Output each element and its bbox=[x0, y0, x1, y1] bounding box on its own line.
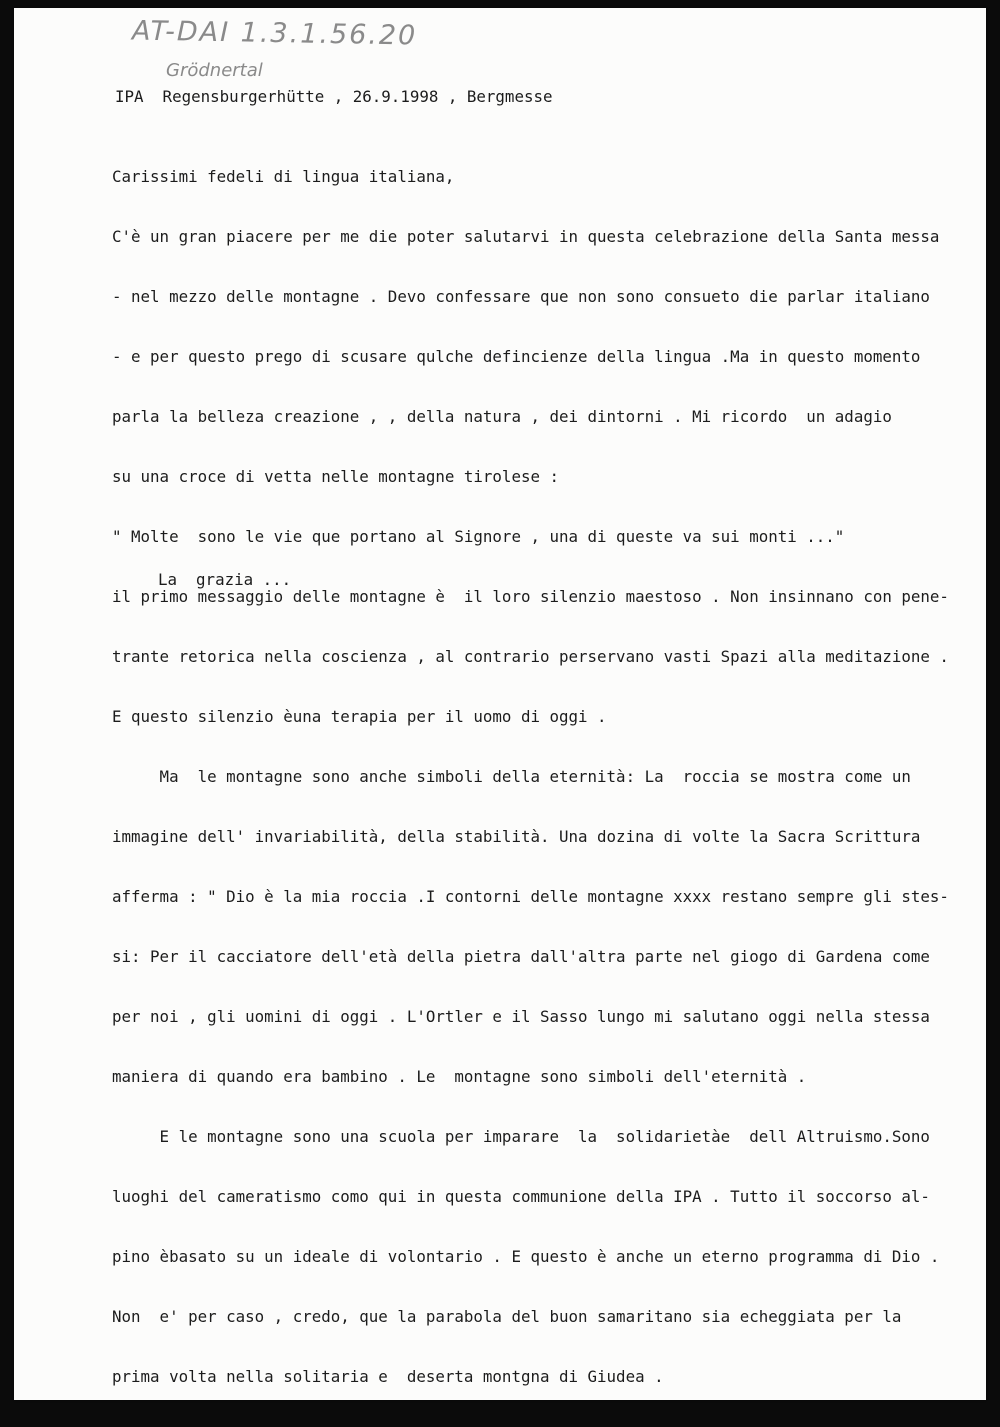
body-line: prima volta nella solitaria e deserta montgna di Giudea . bbox=[112, 1367, 664, 1386]
body-line: immagine dell' invariabilità, della stabilità. Una dozina di volte la Sacra Scrittura bbox=[112, 827, 921, 846]
body-line: pino èbasato su un ideale di volontario . E questo è anche un eterno programma di Dio . bbox=[112, 1247, 940, 1266]
body-line: il primo messaggio delle montagne è il loro silenzio maestoso . Non insinnano con pene- bbox=[112, 587, 949, 606]
body-line: Ma le montagne sono anche simboli della eternità: La roccia se mostra come un bbox=[112, 767, 911, 786]
body-line: luoghi del cameratismo como qui in questa communione della IPA . Tutto il soccorso al- bbox=[112, 1187, 930, 1206]
body-line: parla la belleza creazione , , della natura , dei dintorni . Mi ricordo un adagio bbox=[112, 407, 892, 426]
body-line: per noi , gli uomini di oggi . L'Ortler e il Sasso lungo mi salutano oggi nella stessa bbox=[112, 1007, 930, 1026]
letter-body bbox=[112, 127, 949, 1427]
handwritten-annotation: Grödnertal bbox=[166, 60, 263, 81]
archive-reference-handwritten: AT-DAI 1.3.1.56.20 bbox=[131, 15, 418, 52]
body-line: su una croce di vetta nelle montagne tirolese : bbox=[112, 467, 559, 486]
body-line: C'è un gran piacere per me die poter salutarvi in questa celebrazione della Santa messa bbox=[112, 227, 940, 246]
body-line: maniera di quando era bambino . Le montagne sono simboli dell'eternità . bbox=[112, 1067, 807, 1086]
body-line: - e per questo prego di scusare qulche defincienze della lingua .Ma in questo momento bbox=[112, 347, 921, 366]
body-line: E le montagne sono una scuola per imparare la solidarietàe dell Altruismo.Sono bbox=[112, 1127, 930, 1146]
body-line: Carissimi fedeli di lingua italiana, bbox=[112, 167, 455, 186]
body-line: afferma : " Dio è la mia roccia .I contorni delle montagne xxxx restano sempre gli stes- bbox=[112, 887, 949, 906]
body-line: - nel mezzo delle montagne . Devo confessare que non sono consueto die parlar italiano bbox=[112, 287, 930, 306]
document-page bbox=[14, 8, 986, 1400]
body-line: E questo silenzio èuna terapia per il uomo di oggi . bbox=[112, 707, 607, 726]
body-line: si: Per il cacciatore dell'età della pietra dall'altra parte nel giogo di Gardena come bbox=[112, 947, 930, 966]
body-line: trante retorica nella coscienza , al contrario perservano vasti Spazi alla meditazione . bbox=[112, 647, 949, 666]
body-line: " Molte sono le vie que portano al Signore , una di queste va sui monti ..." bbox=[112, 527, 845, 546]
document-header: IPA Regensburgerhütte , 26.9.1998 , Bergmesse bbox=[115, 87, 553, 106]
closing-line: La grazia ... bbox=[158, 570, 292, 589]
body-line: Non e' per caso , credo, que la parabola del buon samaritano sia echeggiata per la bbox=[112, 1307, 902, 1326]
